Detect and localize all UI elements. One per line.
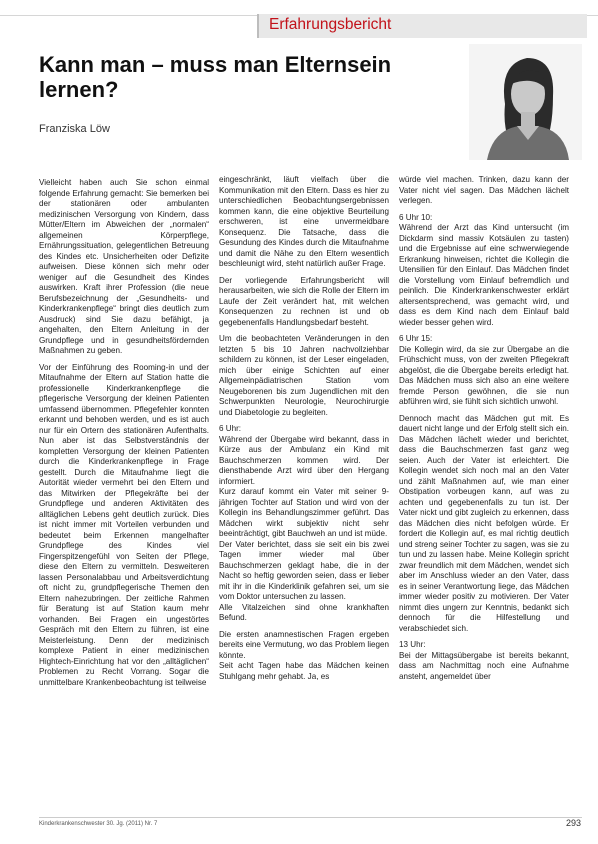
paragraph: Der vorliegende Erfahrungsbericht will herausarbeiten, wie sich die Rolle der Eltern im Laufe der Zeit verändert hat, mit welchen Konsequenzen zu rechnen ist und ob gegebenenfalls Handlungsbedarf besteht. [219, 275, 389, 327]
page-number: 293 [566, 818, 582, 828]
paragraph: Der Vater berichtet, dass sie seit ein bis zwei Tagen immer wieder mal über Bauchschmerzen geklagt habe, die in der Nacht so heftig geworden seien, dass er lieber mit ihr in die Kinderklinik gefahren sei, um sie vom Doktor untersuchen zu lassen. [219, 539, 389, 601]
time-heading: 6 Uhr 10: [399, 212, 433, 222]
paragraph: Kurz darauf kommt ein Vater mit seiner 9-jährigen Tochter auf Station und wird von der Kollegin ins Behandlungszimmer geführt. Das Mädchen wirkt subjektiv nicht sehr beeinträchtigt, gibt Bauchweh an und ist müde. [219, 487, 389, 538]
portrait-image [469, 44, 582, 160]
paragraph: Dennoch macht das Mädchen gut mit. Es dauert nicht lange und der Erfolg stellt sich ein. Das Mädchen lächelt wieder und berichtet, dass die Bauchschmerzen fast ganz weg seien. Auch der Vater ist erleichtert. Die Kollegin wendet sich noch mal an den Vater und zählt Maßnahmen auf, wie man einer Obstipation vorbeugen kann, auf was zu achten und gegebenenfalls zu tun ist. Der Vater nickt und gibt zugleich zu erkennen, dass das Mädchen dies nicht befolgen würde. Er fordert die Kollegin auf, es mal richtig deutlich und streng seiner Tochter zu sagen, was sie zu tun und zu lassen habe. Meine Kollegin spricht zwar freundlich mit dem Mädchen, wendet sich aber im Anschluss wieder an den Vater, dass es in seiner Verantwortung liege, das Mädchen immer wieder positiv zu motivieren. Der Vater nimmt dies ungern zur Kenntnis, bedankt sich dennoch für die Hilfestellung und verabschiedet sich. [399, 413, 569, 633]
paragraph: würde viel machen. Trinken, dazu kann der Vater nicht viel sagen. Das Mädchen lächelt verlegen. [399, 175, 569, 205]
time-heading: 13 Uhr: [399, 640, 426, 649]
paragraph: Die ersten anamnestischen Fragen ergeben bereits eine Vermutung, wo das Problem liegen könnte. [219, 629, 389, 660]
article-title: Kann man – muss man Elternsein lernen? [39, 52, 392, 102]
text-column-2 [219, 175, 389, 682]
author-name: Franziska Löw [39, 123, 110, 135]
author-photo [469, 44, 582, 160]
paragraph: Um die beobachteten Veränderungen in den letzten 5 bis 10 Jahren nachvollziehbar schildern zu können, ist der Leser eingeladen, mich über einige Schichten auf einer Allgemeinpädiatrischen Station vom Neugeborenen bis zum Jugendlichen mit den Schwerpunkten Neurologie, Neurochirurgie und Diabetologie zu begleiten. [219, 334, 389, 417]
journal-reference: Kinderkrankenschwester 30. Jg. (2011) Nr. 7 [39, 821, 158, 827]
paragraph: Die Kollegin wird, da sie zur Übergabe an die Frühschicht muss, von der zweiten Pflegekraft abgelöst, die die Übergabe bereits erledigt hat. Das Mädchen muss sich also an eine weitere fremde Person gewöhnen, die sie nun abführen wird, sie fühlt sich sichtlich unwohl. [399, 344, 569, 406]
paragraph: Alle Vitalzeichen sind ohne krankhaften Befund. [219, 602, 389, 622]
time-heading: 6 Uhr 15: [399, 334, 433, 343]
paragraph: Vor der Einführung des Rooming-in und der Mitaufnahme der Eltern auf Station hatte die professionelle Kinderkrankenpflege die pflegerische Versorgung der kleinen Patienten umfassend übernommen. Pflegefehler konnten erkannt und behoben werden, und es ist auch nur für ein Ortern des stationären Aufenthalts. Nun aber ist das Selbstverständnis der kompletten Versorgung der kleinen Patienten durch die Kinderkrankenpflege in Frage gestellt. Durch die Mitaufnahme liegt die Autorität wieder vermehrt bei den Eltern und das Mitwirken der Pflegekräfte bei der Grundpflege und anderen Aktivitäten des alltäglichen Lebens geht deutlich zurück. Dies ist nicht immer mit Vorteilen verbunden und bedeutet beim Erkennen mangelhafter Grundpflege des Kindes viel Fingerspitzengefühl von Seiten der Pflege, diese den Eltern zu vermitteln. Desweiteren lassen Personalabbau und Arbeitsverdichtung oft nicht zu, grundpflegerische Themen den Eltern nahezubringen. Der zeitliche Rahmen für Beratung ist auf Station kaum mehr vorhanden. Bei Fragen ein ungestörtes Gespräch mit den Eltern zu führen, ist eine Meisterleistung. Denn der medizinisch komplexe Patient in einer medizinischen Hightech-Einrichtung hat vor den „alltäglichen“ Problemen zu Recht Vorrang. Sogar die unmittelbare Krankenbeobachtung ist teilweise [39, 362, 209, 687]
paragraph: eingeschränkt, läuft vielfach über die Kommunikation mit den Eltern. Dass es hier zu unterschiedlichen Beobachtungsergebnissen kommen kann, die eine objektive Beurteilung erschweren, ist eine unvermeidbare Konsequenz. Die Tatsache, dass die Gesundung des Kindes durch die Mitaufnahme und damit die Nähe zu den Eltern wesentlich beschleunigt wird, steht natürlich außer Frage. [219, 175, 389, 268]
footer-rule [39, 817, 582, 818]
time-heading: 6 Uhr: [219, 424, 242, 433]
section-label: Erfahrungsbericht [269, 16, 392, 33]
paragraph: Seit acht Tagen habe das Mädchen keinen Stuhlgang mehr gehabt. Ja, es [219, 661, 389, 681]
paragraph: Während der Arzt das Kind untersucht (im Dickdarm sind massiv Kotsäulen zu tasten) und die Ergebnisse auf eine schwerwiegende Erkrankung hinweisen, richtet die Kollegin die Utensilien für den Einlauf. Das Mädchen findet die Vorstellung vom Einlauf befremdlich und peinlich. Die Kinderkrankenschwester erklärt altersentsprechend, was gemacht wird, und dass es dem Kind nach dem Einlauf bald wieder besser gehen wird. [399, 223, 569, 327]
paragraph: Vielleicht haben auch Sie schon einmal folgende Erfahrung gemacht: Sie bemerken bei der stationären oder ambulanten medizinischen Versorgung von Kindern, dass Mütter/Eltern im Abweichen der „normalen“ allgemeinen Körperpflege, Ernährungssituation, gelegentlichen Betreuung des Kindes etc. Unsicherheiten oder Defizite aufweisen. Diese können sich mehr oder weniger auf die Gesundheit des Kindes auswirken. Kraft ihrer Profession (die neue Berufsbezeichnung der „Gesundheits- und Kinderkrankenpflege“ bringt dies deutlich zum Ausdruck) sind Sie dazu befähigt, ja angehalten, den Eltern Anleitung in der Grundpflege und in gesundheitsfördernden Maßnahmen zu geben. [39, 178, 209, 355]
section-tag [257, 14, 587, 38]
text-column-3 [399, 175, 569, 682]
paragraph: Bei der Mittagsübergabe ist bereits bekannt, dass am Nachmittag noch eine Aufnahme ansteht, angemeldet über [399, 650, 569, 681]
paragraph: Während der Übergabe wird bekannt, dass in Kürze aus der Ambulanz ein Kind mit Bauchschmerzen kommen wird. Der diensthabende Arzt wird über den Hergang informiert. [219, 434, 389, 486]
text-column-1 [39, 178, 209, 694]
